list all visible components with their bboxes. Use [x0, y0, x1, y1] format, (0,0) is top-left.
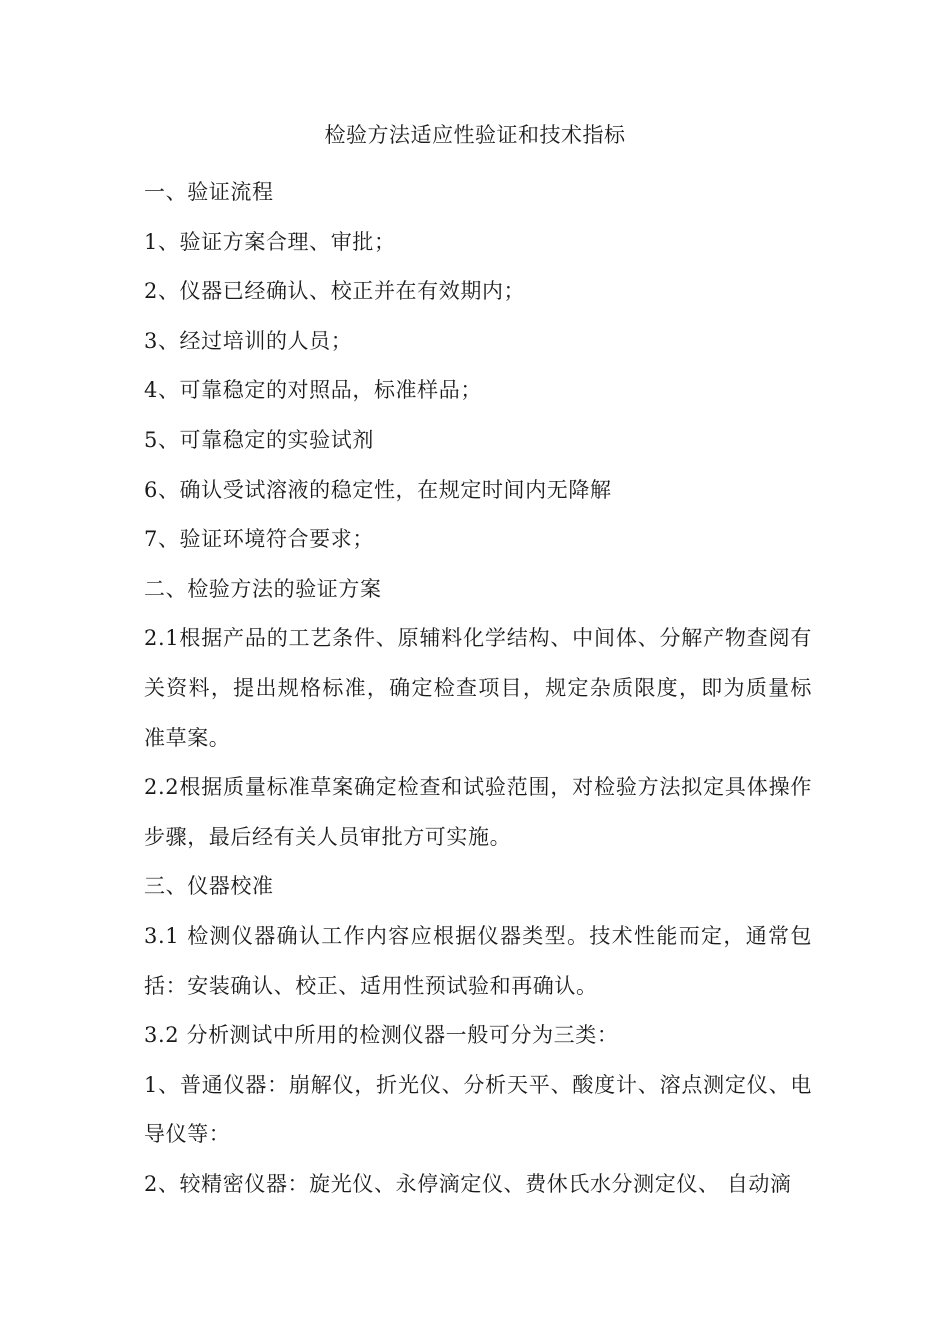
list-item: 2、较精密仪器：旋光仪、永停滴定仪、费休氏水分测定仪、 自动滴 — [144, 1171, 792, 1196]
paragraph: 3.2 分析测试中所用的检测仪器一般可分为三类： — [144, 1023, 619, 1048]
paragraph: 2.1根据产品的工艺条件、原辅料化学结构、中间体、分解产物查阅有关资料，提出规格标准，确定检查项目，规定杂质限度，即为质量标准草案。 — [144, 626, 812, 750]
document-title: 检验方法适应性验证和技术指标 — [324, 123, 626, 147]
list-item: 1、普通仪器：崩解仪，折光仪、分析天平、酸度计、溶点测定仪、电导仪等： — [144, 1072, 812, 1147]
section-heading-verification-plan: 二、检验方法的验证方案 — [144, 576, 382, 601]
paragraph: 2.2根据质量标准草案确定检查和试验范围，对检验方法拟定具体操作步骤，最后经有关人员审批方可实施。 — [144, 775, 812, 849]
section-heading-verification-process: 一、验证流程 — [144, 180, 274, 204]
list-item: 2、仪器已经确认、校正并在有效期内； — [144, 279, 526, 304]
list-item: 3、经过培训的人员； — [144, 328, 353, 353]
list-item: 5、可靠稳定的实验试剂 — [144, 427, 374, 452]
list-item: 7、验证环境符合要求； — [144, 527, 374, 552]
section-heading-instrument-calibration: 三、仪器校准 — [144, 874, 274, 899]
list-item: 4、可靠稳定的对照品，标准样品； — [144, 378, 482, 403]
document-body — [144, 168, 812, 1209]
paragraph: 3.1 检测仪器确认工作内容应根据仪器类型。技术性能而定，通常包括：安装确认、校正、适用性预试验和再确认。 — [144, 923, 812, 998]
list-item: 6、确认受试溶液的稳定性，在规定时间内无降解 — [144, 477, 612, 502]
list-item: 1、验证方案合理、审批； — [144, 229, 396, 254]
